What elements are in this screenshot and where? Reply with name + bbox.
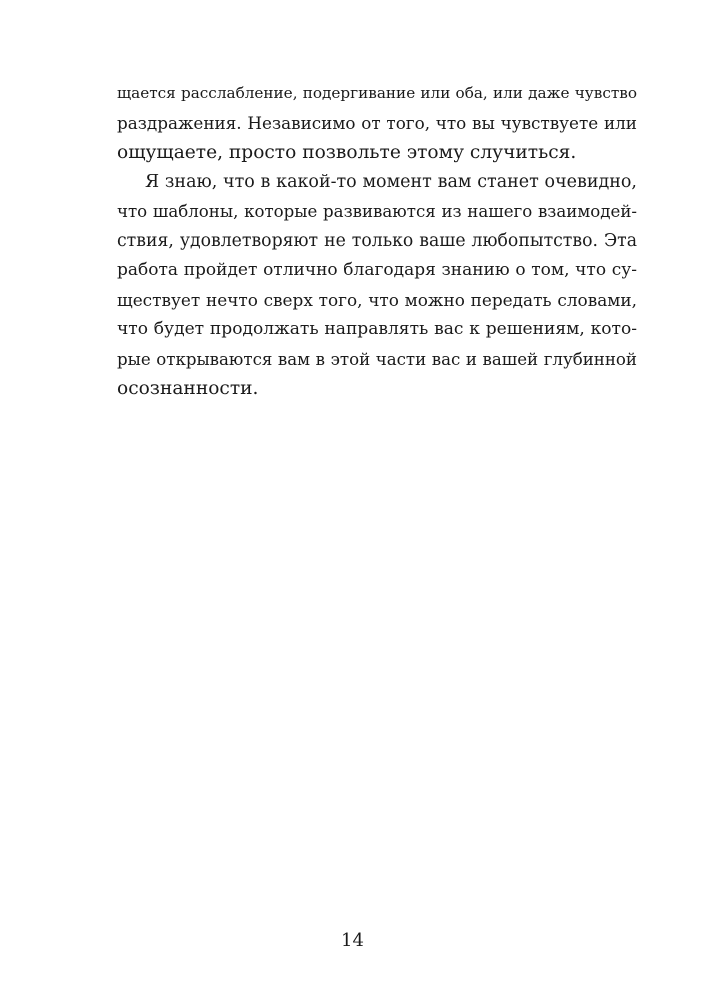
paragraph-1 — [117, 79, 637, 168]
text-line: Я знаю, что в какой-то момент вам станет очевидно, — [145, 171, 637, 192]
text-line: ществует нечто сверх того, что можно передать словами, — [117, 289, 637, 310]
text-line: что будет продолжать направлять вас к решениям, кото- — [117, 319, 637, 339]
text-line: что шаблоны, которые развиваются из нашего взаимодей- — [117, 202, 637, 221]
text-line: работа пройдет отлично благодаря знанию о том, что су- — [117, 260, 637, 280]
body-text — [117, 79, 637, 404]
page-number: 14 — [341, 930, 364, 951]
text-line: ствия, удовлетворяют не только ваше любопытство. Эта — [117, 230, 637, 251]
paragraph-2 — [117, 168, 637, 404]
text-line: раздражения. Независимо от того, что вы чувствуете или — [117, 112, 637, 133]
text-line: рые открываются вам в этой части вас и вашей глубинной — [117, 349, 637, 369]
text-line: щается расслабление, подергивание или оба, или даже чувство — [117, 84, 637, 102]
text-line: осознанности. — [117, 378, 259, 399]
text-line: ощущаете, просто позвольте этому случиться. — [117, 142, 577, 163]
